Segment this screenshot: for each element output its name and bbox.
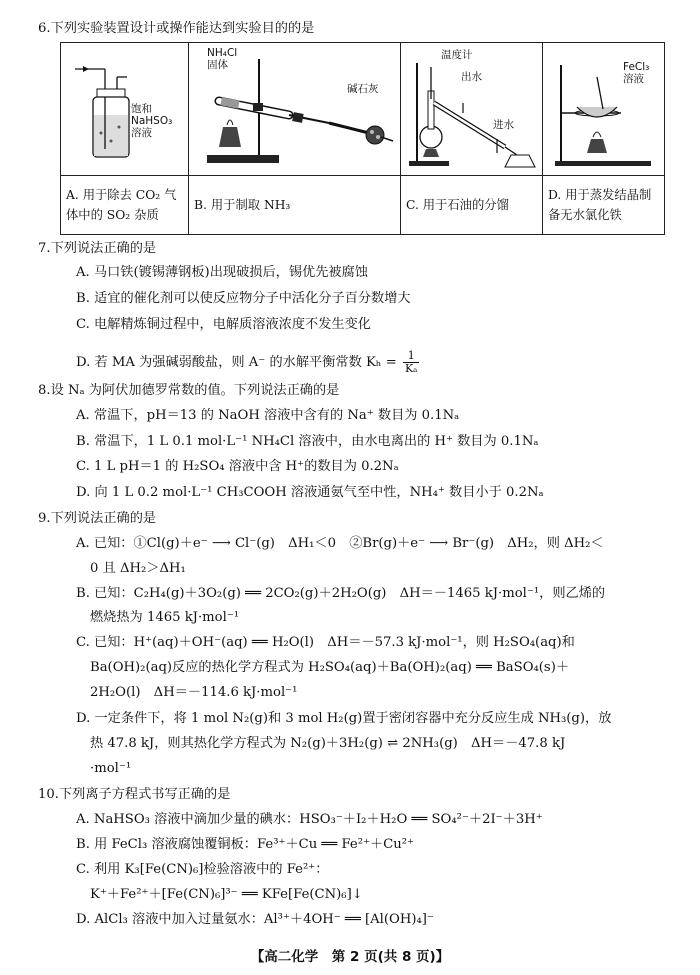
- page-footer: 【高二化学 第 2 页(共 8 页)】: [250, 949, 450, 965]
- q10-option-d: D. AlCl₃ 溶液中加入过量氨水：Al³⁺＋4OH⁻ ══ [Al(OH)₄]⁻: [76, 912, 434, 927]
- q6-figure-c: [401, 43, 543, 176]
- q8-option-d: D. 向 1 L 0.2 mol·L⁻¹ CH₃COOH 溶液通氨气至中性，NH₄⁺ 数目小于 0.2Nₐ: [76, 485, 544, 500]
- q9-option-c-cont1: Ba(OH)₂(aq)反应的热化学方程式为 H₂SO₄(aq)＋Ba(OH)₂(aq) ══ BaSO₄(s)＋: [90, 660, 570, 675]
- q6-c-thermometer-label: 温度计: [441, 49, 473, 61]
- q9-option-b-cont: 燃烧热为 1465 kJ·mol⁻¹: [90, 610, 240, 625]
- q7-fraction-denominator: Kₐ: [404, 362, 418, 375]
- q6-d-solution-label: FeCl₃ 溶液: [623, 61, 650, 85]
- q9-option-d: D. 一定条件下，将 1 mol N₂(g)和 3 mol H₂(g)置于密闭容器中充分反应生成 NH₃(g)，放: [76, 711, 612, 726]
- q8-option-b: B. 常温下，1 L 0.1 mol·L⁻¹ NH₄Cl 溶液中，由水电离出的 H⁺ 数目为 0.1Nₐ: [76, 434, 539, 449]
- q8-option-a: A. 常温下，pH＝13 的 NaOH 溶液中含有的 Na⁺ 数目为 0.1Nₐ: [76, 408, 460, 423]
- q7-option-c: C. 电解精炼铜过程中，电解质溶液浓度不发生变化: [76, 317, 371, 332]
- q7-stem: 7.下列说法正确的是: [38, 241, 157, 256]
- q6-c-outlet-label: 出水: [461, 71, 482, 83]
- q6-figure-d: [543, 43, 665, 176]
- q9-option-d-cont1: 热 47.8 kJ，则其热化学方程式为 N₂(g)＋3H₂(g) ⇌ 2NH₃(g) ΔH＝－47.8 kJ: [90, 736, 566, 751]
- q6-apparatus-table: [60, 42, 665, 235]
- q7-option-a: A. 马口铁(镀锡薄钢板)出现破损后，锡优先被腐蚀: [76, 265, 368, 280]
- q6-option-a: A. 用于除去 CO₂ 气体中的 SO₂ 杂质: [61, 176, 189, 235]
- q10-option-b: B. 用 FeCl₃ 溶液腐蚀覆铜板：Fe³⁺＋Cu ══ Fe²⁺＋Cu²⁺: [76, 837, 414, 852]
- q10-stem: 10.下列离子方程式书写正确的是: [38, 787, 231, 802]
- q9-option-c-cont2: 2H₂O(l) ΔH＝－114.6 kJ·mol⁻¹: [90, 685, 298, 700]
- q10-option-a: A. NaHSO₃ 溶液中滴加少量的碘水：HSO₃⁻＋I₂＋H₂O ══ SO₄²⁻＋2I⁻＋3H⁺: [76, 812, 543, 827]
- q7-fraction-numerator: 1: [403, 350, 419, 363]
- q6-figure-b: [189, 43, 401, 176]
- q9-option-d-cont2: ·mol⁻¹: [90, 761, 132, 776]
- q7-option-d-text: D. 若 MA 为强碱弱酸盐，则 A⁻ 的水解平衡常数 Kₕ =: [76, 355, 397, 370]
- q10-option-c-equation: K⁺＋Fe²⁺＋[Fe(CN)₆]³⁻ ══ KFe[Fe(CN)₆]↓: [90, 887, 363, 902]
- q6-a-solution-label: 饱和 NaHSO₃ 溶液: [131, 103, 173, 139]
- q6-option-b: B. 用于制取 NH₃: [189, 176, 401, 235]
- q10-option-c: C. 利用 K₃[Fe(CN)₆]检验溶液中的 Fe²⁺：: [76, 862, 329, 877]
- q6-b-reagent-label: NH₄Cl 固体: [207, 47, 238, 71]
- q6-figure-a: [61, 43, 189, 176]
- q6-b-absorber-label: 碱石灰: [347, 83, 379, 95]
- q7-option-b: B. 适宜的催化剂可以使反应物分子中活化分子百分数增大: [76, 291, 411, 306]
- q9-option-b: B. 已知：C₂H₄(g)＋3O₂(g) ══ 2CO₂(g)＋2H₂O(g) ΔH＝－1465 kJ·mol⁻¹，则乙烯的: [76, 586, 606, 601]
- q6-option-c: C. 用于石油的分馏: [401, 176, 543, 235]
- q9-option-a: A. 已知：①Cl(g)＋e⁻ ⟶ Cl⁻(g) ΔH₁＜0 ②Br(g)＋e⁻ ⟶ Br⁻(g) ΔH₂，则 ΔH₂＜: [76, 536, 604, 551]
- q9-option-a-cont: 0 且 ΔH₂＞ΔH₁: [90, 561, 186, 576]
- q6-option-d: D. 用于蒸发结晶制备无水氯化铁: [543, 176, 665, 235]
- q8-option-c: C. 1 L pH＝1 的 H₂SO₄ 溶液中含 H⁺的数目为 0.2Nₐ: [76, 459, 399, 474]
- q7-fraction: [403, 350, 419, 375]
- q9-option-c: C. 已知：H⁺(aq)＋OH⁻(aq) ══ H₂O(l) ΔH＝－57.3 kJ·mol⁻¹，则 H₂SO₄(aq)和: [76, 635, 575, 650]
- q7-option-d: [76, 350, 700, 375]
- fractional-distillation-diagram: [401, 43, 543, 175]
- q6-stem: 6.下列实验装置设计或操作能达到实验目的的是: [38, 21, 315, 36]
- q9-stem: 9.下列说法正确的是: [38, 511, 157, 526]
- q8-stem: 8.设 Nₐ 为阿伏加德罗常数的值。下列说法正确的是: [38, 383, 340, 398]
- q6-c-inlet-label: 进水: [493, 119, 514, 131]
